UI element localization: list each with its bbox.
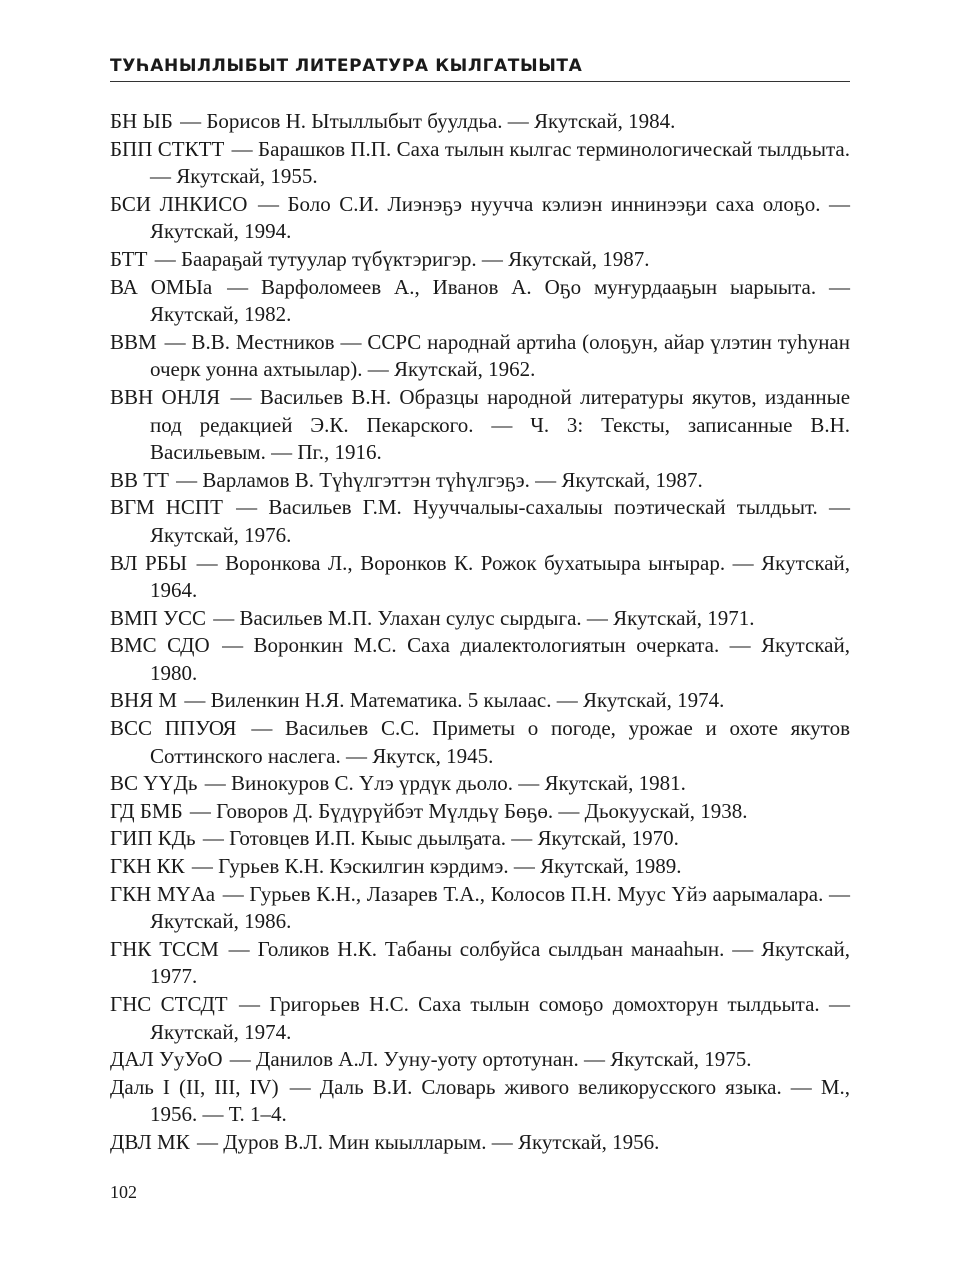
entry-description: — Гурьев К.Н. Кэскилгин кэрдимэ. — Якутскай, 1989. [191,854,682,879]
entry-description: — Варламов В. Түһүлгэттэн түһүлгэҕэ. — Якутскай, 1987. [176,467,703,492]
entry-description: — Голиков Н.К. Табаны солбуйса сылдьан манааһын. — Якутскай, 1977. [150,936,851,989]
entry-description: — Готовцев И.П. Кыыс дьылҕата. — Якутскай, 1970. [202,826,679,851]
list-item [110,1074,850,1129]
list-item [110,687,850,715]
entry-abbreviation: ГНС СТСДТ [110,992,228,1016]
entry-description: — Виленкин Н.Я. Математика. 5 кылаас. — Якутскай, 1974. [184,688,725,713]
list-item [110,798,850,826]
list-item [110,108,850,136]
entry-abbreviation: ВНЯ М [110,688,178,713]
list-item [110,715,850,770]
entry-abbreviation: ВЛ РБЫ [110,550,188,575]
entry-abbreviation: ВВН ОНЛЯ [110,384,221,409]
entry-description: — Воронкова Л., Воронков К. Рожок бухатыыра ыҥырар. — Якутскай, 1964. [150,550,851,603]
list-item [110,246,850,274]
abbreviation-list [110,108,850,1157]
entry-description: — Васильев В.Н. Образцы народной литературы якутов, изданные под редакцией Э.К. Пекарского. — Ч. 3: Тексты, записанные В.Н. Васильевым. — Пг., 1916. [150,384,851,465]
page-number: 102 [110,1182,137,1202]
entry-description: — Васильев С.С. Приметы о погоде, урожае и охоте якутов Соттинского наслега. — Якутск, 1945. [150,716,851,768]
list-item [110,1129,850,1157]
list-item [110,1046,850,1074]
entry-description: — Барашков П.П. Саха тылын кылгас терминологическай тылдьыта. — Якутскай, 1955. [150,136,850,189]
entry-description: — В.В. Местников — ССРС народнай артиһа (олоҕун, айар үлэтин туһунан очерк уонна ахтыылар). — Якутскай, 1962. [150,329,850,382]
entry-abbreviation: ВМП УСС [110,605,206,630]
entry-description: — Даль В.И. Словарь живого великорусского языка. — М., 1956. — Т. 1–4. [150,1074,850,1127]
entry-description: — Гурьев К.Н., Лазарев Т.А., Колосов П.Н. Муус Үйэ аарымалара. — Якутскай, 1986. [150,881,850,934]
entry-description: — Винокуров С. Үлэ үрдүк дьоло. — Якутскай, 1981. [204,771,686,796]
list-item [110,632,850,687]
list-item [110,136,850,191]
entry-description: — Данилов А.Л. Ууну-уоту ортотунан. — Якутскай, 1975. [229,1047,752,1072]
list-item [110,881,850,936]
entry-abbreviation: ГНК ТССМ [110,936,219,961]
list-item [110,825,850,853]
entry-abbreviation: ДВЛ МК [110,1129,190,1154]
entry-description: — Боло С.И. Лиэнэҕэ нуучча кэлиэн иннинээҕи саха олоҕо. — Якутскай, 1994. [150,191,851,244]
entry-abbreviation: ГД БМБ [110,798,183,823]
entry-abbreviation: ГКН МҮАа [110,881,216,906]
entry-abbreviation: ВСС ППУОЯ [110,716,237,741]
entry-description: — Григорьев Н.С. Саха тылын сомоҕо домохторун тылдьыта. — Якутскай, 1974. [150,992,850,1044]
list-item [110,191,850,246]
entry-abbreviation: ВА ОМЫа [110,274,213,299]
list-item [110,936,850,991]
entry-abbreviation: ВВ ТТ [110,467,169,492]
list-item [110,853,850,881]
entry-description: — Воронкин М.С. Саха диалектологиятын очерката. — Якутскай, 1980. [150,633,850,685]
entry-abbreviation: ДАЛ УуУоО [110,1047,223,1072]
list-item [110,494,850,549]
entry-description: — Говоров Д. Бүдүрүйбэт Мүлдьү Бөҕө. — Дьокуускай, 1938. [189,798,748,823]
entry-abbreviation: ГИП КДь [110,826,196,851]
entry-description: — Баараҕай тутуулар түбүктэригэр. — Якутскай, 1987. [154,246,650,271]
entry-abbreviation: БН ЫБ [110,109,173,133]
entry-description: — Дуров В.Л. Мин кыылларым. — Якутскай, 1956. [196,1129,660,1154]
entry-abbreviation: ГКН КК [110,854,185,879]
entry-abbreviation: Даль I (II, III, IV) [110,1074,279,1099]
list-item [110,605,850,633]
entry-description: — Борисов Н. Ытыллыбыт буулдьа. — Якутскай, 1984. [180,109,676,133]
entry-abbreviation: ВС ҮҮДь [110,771,198,796]
entry-abbreviation: ВГМ НСПТ [110,495,223,520]
entry-abbreviation: БСИ ЛНКИСО [110,191,248,216]
entry-description: — Васильев М.П. Улахан сулус сырдыга. — Якутскай, 1971. [213,605,755,630]
list-item [110,770,850,798]
list-item [110,991,850,1046]
entry-description: — Варфоломеев А., Иванов А. Оҕо муҥурдааҕын ыарыыта. — Якутскай, 1982. [150,274,851,327]
entry-abbreviation: БПП СТКТТ [110,136,225,161]
list-item [110,329,850,384]
entry-abbreviation: БТТ [110,246,148,271]
entry-abbreviation: ВВМ [110,329,157,354]
header-rule [110,81,850,82]
entry-abbreviation: ВМС СДО [110,633,210,658]
list-item [110,550,850,605]
list-item [110,467,850,495]
entry-description: — Васильев Г.М. Нууччалыы-сахалыы поэтическай тылдьыт. — Якутскай, 1976. [150,495,851,547]
list-item [110,274,850,329]
running-head: ТУҺАНЫЛЛЫБЫТ ЛИТЕРАТУРА КЫЛГАТЫЫТА [110,56,583,76]
list-item [110,384,850,467]
